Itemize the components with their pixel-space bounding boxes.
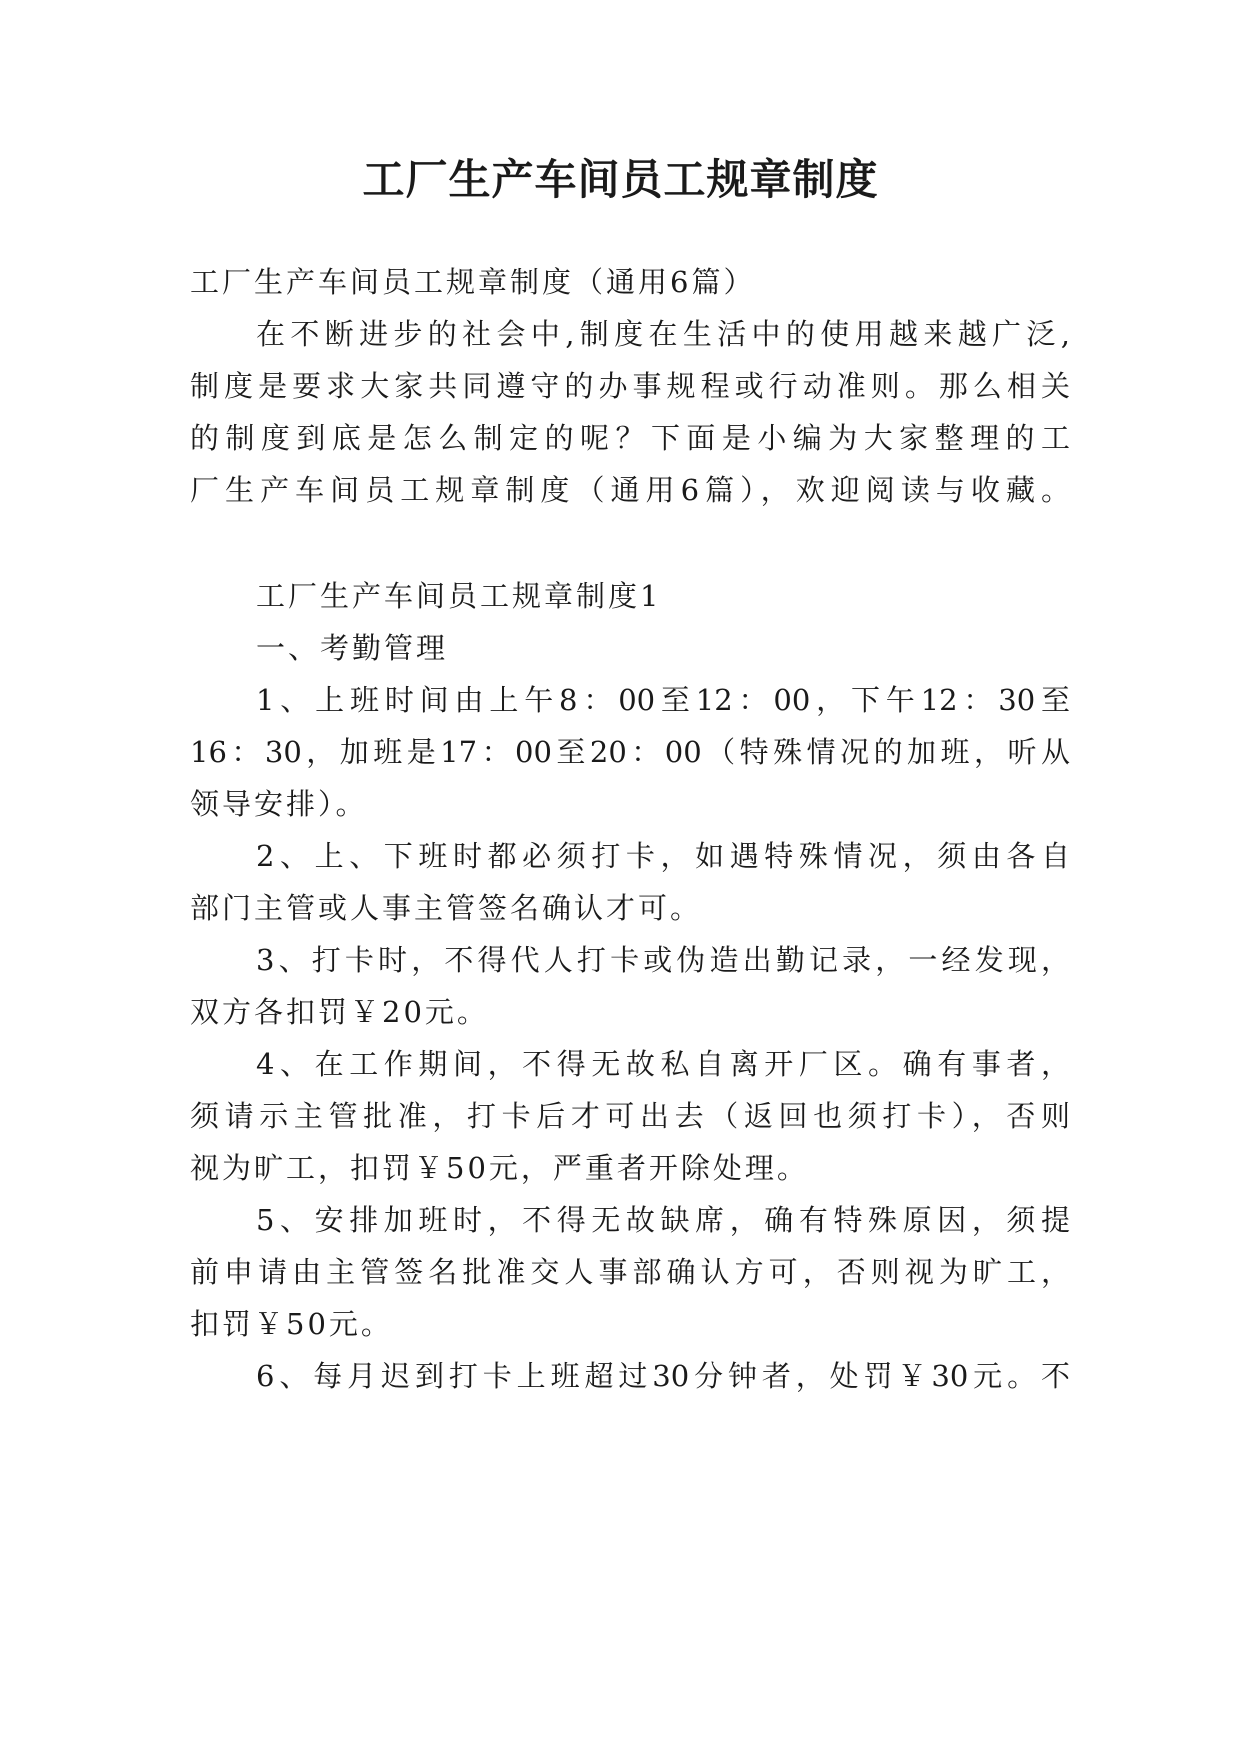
- rule-line: 4、在工作期间，不得无故私自离开厂区。确有事者，: [256, 1047, 1070, 1081]
- rule-line: 前申请由主管签名批准交人事部确认方可，否则视为旷工，: [190, 1255, 1070, 1289]
- rule-line: 扣罚￥50元。: [190, 1307, 393, 1341]
- rule-line: 5、安排加班时，不得无故缺席，确有特殊原因，须提: [256, 1203, 1070, 1237]
- page-title: 工厂生产车间员工规章制度: [362, 155, 879, 204]
- rule-line: 双方各扣罚￥20元。: [190, 995, 489, 1029]
- rule-line: 1、上班时间由上午8：00至12：00，下午12：30至: [256, 683, 1070, 717]
- rule-line: 3、打卡时，不得代人打卡或伪造出勤记录，一经发现，: [256, 943, 1070, 977]
- intro-line: 在不断进步的社会中,制度在生活中的使用越来越广泛,: [256, 317, 1070, 351]
- rule-line: 视为旷工，扣罚￥50元，严重者开除处理。: [190, 1151, 809, 1185]
- rule-line: 须请示主管批准，打卡后才可出去（返回也须打卡），否则: [190, 1099, 1070, 1133]
- rule-line: 部门主管或人事主管签名确认才可。: [190, 891, 703, 925]
- subsection-heading: 一、考勤管理: [256, 631, 449, 665]
- intro-line: 的制度到底是怎么制定的呢？下面是小编为大家整理的工: [190, 421, 1070, 455]
- rule-line: 领导安排）。: [190, 787, 368, 821]
- section-heading: 工厂生产车间员工规章制度1: [256, 579, 662, 613]
- intro-line: 厂生产车间员工规章制度（通用6篇），欢迎阅读与收藏。: [190, 473, 1070, 507]
- rule-line: 6、每月迟到打卡上班超过30分钟者，处罚￥30元。不: [256, 1359, 1070, 1393]
- subtitle-line: 工厂生产车间员工规章制度（通用6篇）: [190, 265, 756, 299]
- intro-line: 制度是要求大家共同遵守的办事规程或行动准则。那么相关: [190, 369, 1070, 403]
- rule-line: 2、上、下班时都必须打卡，如遇特殊情况，须由各自: [256, 839, 1070, 873]
- rule-line: 16：30，加班是17：00至20：00（特殊情况的加班，听从: [190, 735, 1070, 769]
